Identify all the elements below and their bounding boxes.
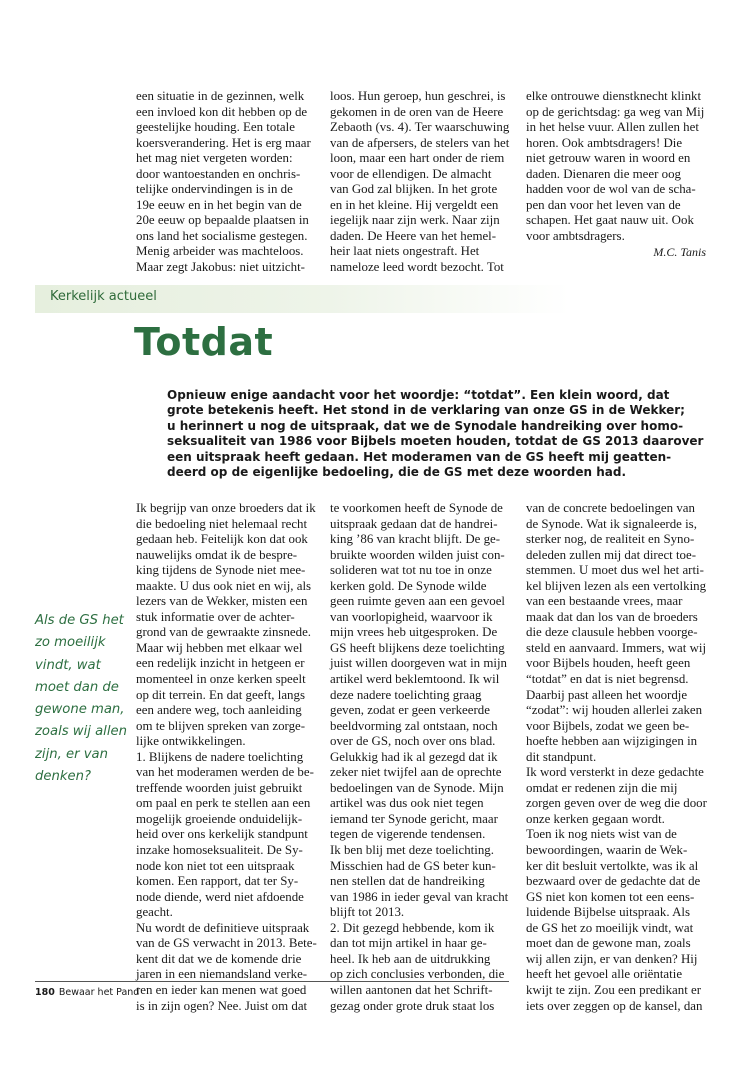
text-line: “zodat”: wij houden allerlei zaken [526,703,703,718]
text-line: hadden voor de wol van de scha- [526,182,696,197]
text-line: Maar zegt Jakobus: niet uitzicht- [136,260,305,275]
text-line: maak dat dan los van de broeders [526,609,698,624]
text-line: schapen. Het gaat nauw uit. Ook [526,213,694,228]
text-line: dit standpunt. [526,749,597,764]
text-line: die bedoeling niet helemaal recht [136,516,308,531]
text-line: door wantoestanden en onchris- [136,166,301,181]
text-line: Menig arbeider was machteloos. [136,244,304,259]
text-line: een uitspraak heeft gedaan. Het moderamen van de GS heeft mij geatten- [167,449,672,464]
text-line: 2. Dit gezegd hebbende, kom ik [330,920,495,935]
text-line: in het helse vuur. Allen zullen het [526,120,699,135]
text-line: heir laat niets ongestraft. Het [330,244,480,259]
text-line: “totdat” en dat is niet begrensd. [526,672,689,687]
text-line: jaren in een niemandsland verke- [136,967,308,982]
text-line: grote betekenis heeft. Het stond in de verklaring van onze GS in de Wekker; [167,403,685,418]
text-line: die deze clausule hebben voorge- [526,625,698,640]
text-line: op dit terrein. En dat geeft, langs [136,687,305,702]
text-line: om te blijven spreken van zorge- [136,718,306,733]
text-line: zeker niet twijfel aan de oprechte [330,765,502,780]
text-line: node diende, werd niet afdoende [136,889,304,904]
text-line: zo moeilijk [35,635,106,651]
text-line: een redelijk inzicht in hetgeen er [136,656,305,671]
text-line: daden. De Heere van het hemel- [330,228,497,243]
text-line: maakte. U dus ook niet en wij, als [136,578,312,593]
text-line: gezag onder grote druk staat los [330,998,495,1013]
text-line: beeldvorming zal ontstaan, noch [330,718,498,733]
article-lead [167,388,704,480]
top-column-1 [136,89,316,276]
text-line: luidende Bijbelse uitspraak. Als [526,905,690,920]
text-line: gekomen in de oren van de Heere [330,104,504,119]
text-line: op zich conclusies verbonden, die [330,967,505,982]
text-line: niet getrouw waren in woord en [526,151,691,166]
text-line: mijn vrees heb uitgesproken. De [330,625,498,640]
text-line: dan tot mijn artikel in haar ge- [330,936,487,951]
text-line: koersverandering. Het is erg maar [136,135,311,150]
text-line: en in het kleine. Hij vergeldt een [330,197,499,212]
text-line: nauwelijks omdat ik de bespre- [136,547,298,562]
text-line: een andere weg, toch aanleiding [136,703,302,718]
text-line: 1. Blijkens de nadere toelichting [136,749,304,764]
text-line: artikel was dus ook niet tegen [330,796,484,811]
section-label: Kerkelijk actueel [50,289,157,304]
text-line: is in zijn ogen? Nee. Juist om dat [136,998,308,1013]
text-line: kwijt te zijn. Zou een predikant er [526,982,702,997]
text-line: vindt, wat [35,657,101,673]
text-line: grond van de gewraakte zinsnede. [136,625,312,640]
text-line: willen aantonen dat het Schrift- [330,982,493,997]
text-line: ons land het socialisme gestegen. [136,228,308,243]
text-line: iemand ter Synode gericht, maar [330,811,498,826]
text-line: een situatie in de gezinnen, welk [136,89,305,103]
text-line: bedoelingen van de Synode. Mijn [330,780,504,795]
page-number: 180 [35,987,55,998]
text-line: lezers van de Wekker, misten een [136,594,308,609]
text-line: ker dit besluit vertolkte, was ik al [526,858,699,873]
text-line: artikel werd beklemtoond. Ik wil [330,672,500,687]
text-line: Ik word versterkt in deze gedachte [526,765,704,780]
text-line: over de GS, noch over ons blad. [330,734,496,749]
text-line: heel. Ik heb aan de uitdrukking [330,951,491,966]
top-column-3 [526,89,706,261]
text-line: loos. Hun geroep, hun geschrei, is [330,89,506,103]
text-line: van een bestaande vrees, maar [526,594,683,609]
text-line: geestelijke houding. Een totale [136,120,295,135]
text-line: van het moderamen werden de be- [136,765,314,780]
text-line: omdat er redenen zijn die mij [526,780,678,795]
text-line: horen. Ook ambtsdragers! Die [526,135,683,150]
text-line: stuk informatie over de achter- [136,609,295,624]
text-line: bruikte woorden wilden juist con- [330,547,505,562]
text-line: king tijdens de Synode niet mee- [136,563,306,578]
text-line: komen. Een rapport, dat ter Sy- [136,874,299,889]
text-line: nameloze leed wordt bezocht. Tot [330,260,504,275]
text-line: de GS het zo moeilijk vindt, wat [526,920,694,935]
text-line: Maar wij hebben met elkaar wel [136,640,303,655]
text-line: loon, maar een hart onder de riem [330,151,505,166]
body-column-1 [136,501,316,1014]
text-line: hoefte hebben aan wijzigingen in [526,734,698,749]
pull-quote [35,610,125,788]
text-line: Ik ben blij met deze toelichting. [330,843,494,858]
text-line: iets over zeggen op de kansel, dan [526,998,703,1013]
text-line: Misschien had de GS beter kun- [330,858,496,873]
text-line: Nu wordt de definitieve uitspraak [136,920,310,935]
text-line: de Synode. Wat ik signaleerde is, [526,516,697,531]
text-line: Gelukkig had ik al gezegd dat ik [330,749,498,764]
text-line: bezwaard over de gedachte dat de [526,874,701,889]
text-line: solideren wat tot nu toe in onze [330,563,492,578]
text-line: moet dan de gewone man, zoals [526,936,691,951]
text-line: gewone man, [35,702,125,718]
text-line: GS heeft blijkens deze toelichting [330,640,505,655]
text-line: van God zal blijken. In het grote [330,182,498,197]
text-line: onze kerken gegaan wordt. [526,811,665,826]
text-line: ren en ieder kan menen wat goed [136,982,307,997]
text-line: voor ambtsdragers. [526,228,625,243]
text-line: gedaan heb. Feitelijk kon dat ook [136,532,308,547]
text-line: 19e eeuw en in het begin van de [136,197,302,212]
text-line: te voorkomen heeft de Synode de [330,501,503,515]
text-line: van de afpersers, de stelers van het [330,135,510,150]
text-line: uitspraak gedaan dat de handrei- [330,516,498,531]
text-line: Ik begrijp van onze broeders dat ik [136,501,316,515]
text-line: kerken gold. De Synode wilde [330,578,487,593]
text-line: heid over ons kerkelijk standpunt [136,827,308,842]
text-line: blijft tot 2013. [330,905,405,920]
text-line: Zebaoth (vs. 4). Ter waarschuwing [330,120,510,135]
text-line: elke ontrouwe dienstknecht klinkt [526,89,702,103]
text-line: van 1986 in ieder geval van kracht [330,889,509,904]
text-line: wij allen zijn, er van denken? Hij [526,951,698,966]
text-line: zorgen geven over de weg die door [526,796,707,811]
page-footer [35,987,139,998]
text-line: lijke ontwikkelingen. [136,734,246,749]
body-column-3 [526,501,706,1014]
article-title: Totdat [134,320,274,364]
text-line: nen stellen dat de handreiking [330,874,485,889]
text-line: van de GS verwacht in 2013. Bete- [136,936,317,951]
text-line: 20e eeuw op bepaalde plaatsen in [136,213,309,228]
text-line: daden. Dienaren die meer oog [526,166,681,181]
text-line: sterker nog, de realiteit en Syno- [526,532,695,547]
text-line: voor Bijbels, zodat we geen be- [526,718,690,733]
text-line: Opnieuw enige aandacht voor het woordje: “totdat”. Een klein woord, dat [167,388,670,402]
text-line: steld en aanvaard. Immers, wat wij [526,640,707,655]
text-line: denken? [35,769,91,785]
top-column-3-text [526,89,706,244]
text-line: Als de GS het [35,613,124,628]
text-line: geven, zodat er geen verkeerde [330,703,490,718]
text-line: inzake homoseksualiteit. De Sy- [136,843,303,858]
text-line: moet dan de [35,679,119,695]
footer-rule [35,981,509,982]
text-line: voor de ellendigen. De almacht [330,166,492,181]
text-line: momenteel in onze kerken speelt [136,672,306,687]
text-line: het mag niet vergeten worden: [136,151,293,166]
text-line: van voorlopigheid, waarvoor ik [330,609,493,624]
top-column-2 [330,89,510,276]
text-line: heeft het gevoel alle oriëntatie [526,967,683,982]
text-line: stemmen. U moet dus wel het arti- [526,563,704,578]
text-line: op de gerichtsdag: ga weg van Mij [526,104,705,119]
text-line: seksualiteit van 1986 voor Bijbels moeten houden, totdat de GS 2013 daarover [167,434,704,449]
text-line: om paal en perk te stellen aan een [136,796,311,811]
text-line: GS niet kon komen tot een eens- [526,889,695,904]
text-line: treffende woorden juist gebruikt [136,780,303,795]
publication-name: Bewaar het Pand [58,987,140,998]
text-line: node kon niet tot een uitspraak [136,858,295,873]
text-line: telijke ondervindingen is in de [136,182,293,197]
text-line: geacht. [136,905,173,920]
text-line: geen ruimte geven aan een gevoel [330,594,506,609]
author-signature: M.C. Tanis [653,245,706,260]
text-line: kel blijven lezen als een vertolking [526,578,707,593]
text-line: deze nadere toelichting graag [330,687,482,702]
text-line: van de concrete bedoelingen van [526,501,695,515]
text-line: zoals wij allen [35,724,127,740]
text-line: iegelijk naar zijn werk. Naar zijn [330,213,500,228]
text-line: kent dit dat we de komende drie [136,951,302,966]
text-line: u herinnert u nog de uitspraak, dat we de Synodale handreiking over homo- [167,418,684,433]
text-line: mogelijk groeiende onduidelijk- [136,811,303,826]
text-line: voor Bijbels houden, heeft geen [526,656,691,671]
text-line: pen dan voor het leven van de [526,197,681,212]
text-line: tegen de vigerende tendensen. [330,827,486,842]
body-column-2 [330,501,510,1014]
text-line: Daarbij past alleen het woordje [526,687,688,702]
text-line: king ’86 van kracht blijft. De ge- [330,532,501,547]
text-line: Toen ik nog niets wist van de [526,827,677,842]
text-line: een invloed kon dit hebben op de [136,104,308,119]
text-line: deleden zullen mij dat direct toe- [526,547,697,562]
text-line: bewoordingen, waarin de Wek- [526,843,688,858]
text-line: zijn, er van [35,746,108,762]
text-line: juist willen doorgeven wat in mijn [330,656,507,671]
text-line: deerd op de eigenlijke bedoeling, die de GS met deze woorden had. [167,465,627,480]
